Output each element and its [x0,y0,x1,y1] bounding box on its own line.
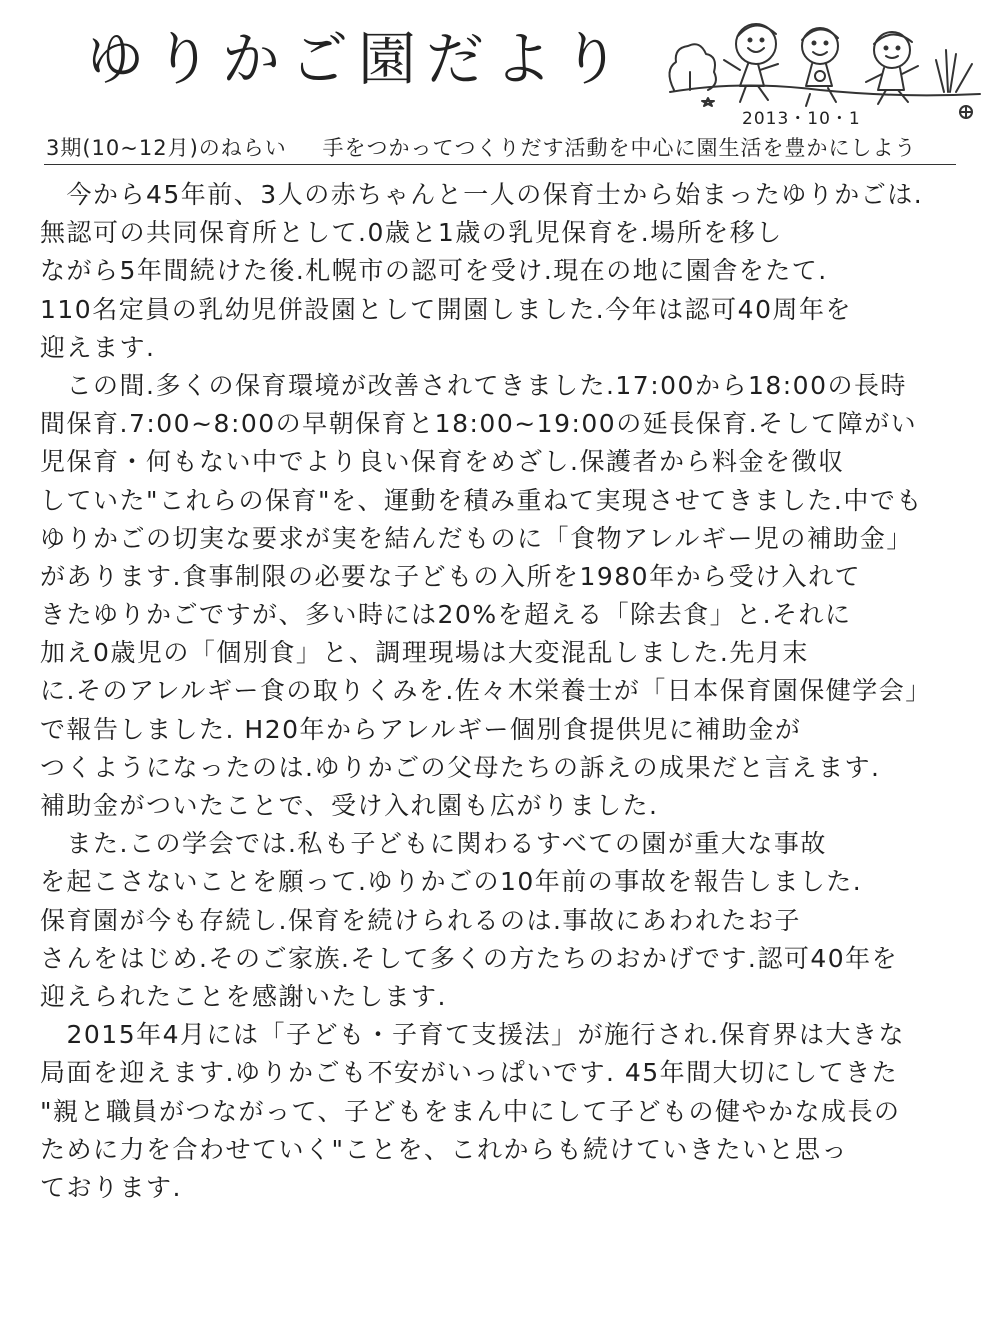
body-line: 保育園が今も存続し.保育を続けられるのは.事故にあわれたお子 [40,905,801,935]
body-line: 2015年4月には「子ども・子育て支援法」が施行され.保育界は大きな [40,1020,905,1050]
body-line: つくようになったのは.ゆりかごの父母たちの訴えの成果だと言えます. [40,752,881,782]
body-line: していた"これらの保育"を、運動を積み重ねて実現させてきました.中でも [40,485,923,515]
body-line: ために力を合わせていく"ことを、これからも続けていきたいと思っ [40,1134,849,1164]
newsletter-body [40,176,970,1207]
newsletter-title: ゆりかご園だより [86,25,631,93]
body-line: ております. [40,1172,182,1202]
body-line: きたゆりかごですが、多い時には20%を超える「除去食」と.それに [40,600,852,630]
term-aim [46,132,946,162]
body-line: 無認可の共同保育所として.0歳と1歳の乳児保育を.場所を移し [40,218,783,248]
issue-date: 2013・10・1 [742,109,861,129]
body-line: 補助金がついたことで、受け入れ園も広がりました. [40,791,659,820]
body-line: さんをはじめ.そのご家族.そして多くの方たちのおかげです.認可40年を [40,943,899,973]
body-line: で報告しました. H20年からアレルギー個別食提供児に補助金が [40,714,802,744]
term-aim-label: 3期(10~12月)のねらい [46,136,287,160]
body-line: があります.食事制限の必要な子どもの入所を1980年から受け入れて [40,561,862,591]
body-line: ながら5年間続けた後.札幌市の認可を受け.現在の地に園舎をたて. [40,256,828,286]
term-aim-text: 手をつかってつくりだす活動を中心に園生活を豊かにしよう [322,136,917,160]
aim-underline [44,164,956,165]
body-line: 今から45年前、3人の赤ちゃんと一人の保育士から始まったゆりかごは. [40,180,924,209]
body-line: を起こさないことを願って.ゆりかごの10年前の事故を報告しました. [40,867,863,897]
body-line: "親と職員がつながって、子どもをまん中にして子どもの健やかな成長の [40,1096,901,1126]
body-line: また.この学会では.私も子どもに関わるすべての園が重大な事故 [40,829,827,859]
body-line: 加え0歳児の「個別食」と、調理現場は大変混乱しました.先月末 [40,638,809,668]
body-line: に.そのアレルギー食の取りくみを.佐々木栄養士が「日本保育園保健学会」 [40,676,932,706]
body-line: 迎えます. [40,332,156,362]
body-line: 局面を迎えます.ゆりかごも不安がいっぱいです. 45年間大切にしてきた [40,1058,899,1088]
body-line: 110名定員の乳幼児併設園として開園しました.今年は認可40周年を [40,294,852,324]
body-line: 間保育.7:00~8:00の早朝保育と18:00~19:00の延長保育.そして障がい [40,409,918,439]
body-line: 迎えられたことを感謝いたします. [40,981,447,1011]
body-line: ゆりかごの切実な要求が実を結んだものに「食物アレルギー児の補助金」 [40,523,913,553]
body-line: この間.多くの保育環境が改善されてきました.17:00から18:00の長時 [40,370,907,400]
body-line: 児保育・何もない中でより良い保育をめざし.保護者から料金を徴収 [40,447,845,477]
